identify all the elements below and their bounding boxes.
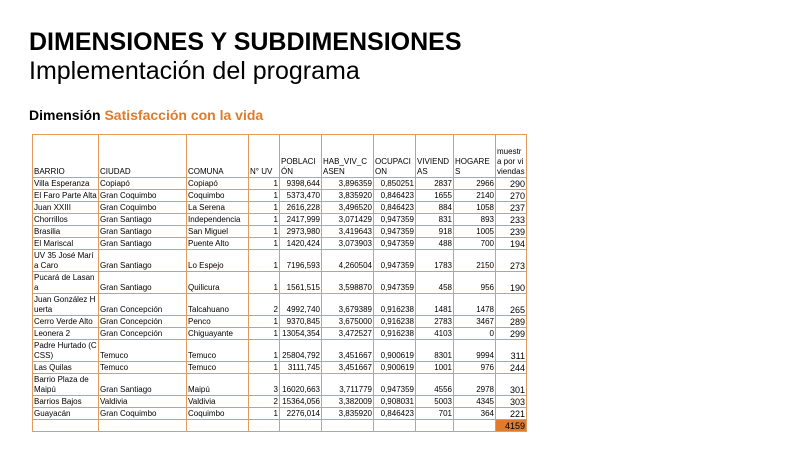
table-cell: 1001 (416, 362, 454, 374)
table-cell: 2140 (454, 190, 496, 202)
table-cell: 303 (496, 396, 527, 408)
header-ocupacion: OCUPACION (374, 135, 416, 178)
table-cell: 8301 (416, 340, 454, 362)
table-cell: 458 (416, 272, 454, 294)
table-cell: Gran Santiago (99, 272, 187, 294)
table-cell: 3111,745 (280, 362, 322, 374)
table-cell: 3467 (454, 316, 496, 328)
table-cell: 3,073903 (322, 238, 374, 250)
table-cell: 0,900619 (374, 340, 416, 362)
table-cell: 4556 (416, 374, 454, 396)
table-cell: 2973,980 (280, 226, 322, 238)
table-cell: 4992,740 (280, 294, 322, 316)
table-cell: Gran Santiago (99, 238, 187, 250)
table-cell: 3,472527 (322, 328, 374, 340)
table-cell: 3 (249, 374, 280, 396)
table-cell: 301 (496, 374, 527, 396)
table-cell: Temuco (99, 340, 187, 362)
table-cell: 273 (496, 250, 527, 272)
table-row (33, 396, 527, 408)
table-cell: 0,947359 (374, 214, 416, 226)
table-cell: Gran Santiago (99, 214, 187, 226)
table-cell: El Faro Parte Alta (34, 191, 97, 200)
table-row (33, 362, 527, 374)
table-cell: 5003 (416, 396, 454, 408)
table-cell: Juan González Huerta (33, 294, 99, 316)
table-cell: Villa Esperanza (33, 178, 99, 190)
table-cell: 2616,228 (280, 202, 322, 214)
table-cell: Las Quilas (33, 362, 99, 374)
table-cell: 5373,470 (280, 190, 322, 202)
table-cell: 233 (496, 214, 527, 226)
table-cell: 2276,014 (280, 408, 322, 420)
table-cell: Maipú (187, 374, 249, 396)
table-cell: Puente Alto (187, 238, 249, 250)
table-cell: 9994 (454, 340, 496, 362)
table-cell: 3,496520 (322, 202, 374, 214)
table-row (33, 272, 527, 294)
table-cell: 13054,354 (280, 328, 322, 340)
table-row (33, 316, 527, 328)
table-cell: Brasilia (33, 226, 99, 238)
table-cell: 0,947359 (374, 238, 416, 250)
table-cell: 1 (249, 340, 280, 362)
table-cell: 4103 (416, 328, 454, 340)
table-cell: Gran Coquimbo (99, 190, 187, 202)
table-cell: 956 (454, 272, 496, 294)
table-cell: 221 (496, 408, 527, 420)
table-cell: 3,679389 (322, 294, 374, 316)
table-cell: 488 (416, 238, 454, 250)
table-cell: La Serena (187, 202, 249, 214)
table-cell: Cerro Verde Alto (33, 316, 99, 328)
table-cell: 1 (249, 226, 280, 238)
table-cell: 976 (454, 362, 496, 374)
table-cell: 0,947359 (374, 250, 416, 272)
table-cell: 194 (496, 238, 527, 250)
table-row (33, 374, 527, 396)
table-cell: Temuco (99, 362, 187, 374)
table-cell: Gran Santiago (99, 226, 187, 238)
table-cell: 3,835920 (322, 190, 374, 202)
table-cell: 290 (496, 178, 527, 190)
table-cell: 0,947359 (374, 226, 416, 238)
table-cell: 0,947359 (374, 272, 416, 294)
table-cell: Temuco (187, 340, 249, 362)
dimension-label: Dimensión (29, 107, 101, 123)
table-cell: 2966 (454, 178, 496, 190)
header-poblacion: POBLACIÓN (280, 135, 322, 178)
table-cell: Gran Concepción (99, 328, 187, 340)
table-cell: Lo Espejo (187, 250, 249, 272)
header-viviendas: VIVIENDAS (416, 135, 454, 178)
table-cell-empty (416, 420, 454, 432)
table-cell: Copiapó (99, 178, 187, 190)
table-cell: 0,900619 (374, 362, 416, 374)
table-cell: Talcahuano (187, 294, 249, 316)
table-row (33, 226, 527, 238)
table-cell: Barrio Plaza de Maipú (33, 374, 99, 396)
header-barrio: BARRIO (33, 135, 99, 178)
table-header-row (33, 135, 527, 178)
table-cell: Chorrillos (33, 214, 99, 226)
table-cell: 2783 (416, 316, 454, 328)
table-cell: 1 (249, 408, 280, 420)
table-cell: 9370,845 (280, 316, 322, 328)
table-cell: Gran Coquimbo (99, 408, 187, 420)
header-hogares: HOGARES (454, 135, 496, 178)
table-cell: Barrios Bajos (33, 396, 99, 408)
table-cell: 2837 (416, 178, 454, 190)
table-cell: 1481 (416, 294, 454, 316)
table-cell: Leonera 2 (33, 328, 99, 340)
table-cell: 1420,424 (280, 238, 322, 250)
table-cell: 0,850251 (374, 178, 416, 190)
header-comuna: COMUNA (187, 135, 249, 178)
table-cell: Pucará de Lasana (33, 272, 99, 294)
table-cell: Gran Concepción (99, 316, 187, 328)
table-cell: 3,896359 (322, 178, 374, 190)
table-cell: 1 (249, 272, 280, 294)
table-cell: 15364,056 (280, 396, 322, 408)
table-cell: 244 (496, 362, 527, 374)
header-ciudad: CIUDAD (99, 135, 187, 178)
table-cell: 364 (454, 408, 496, 420)
table-cell: 918 (416, 226, 454, 238)
header-muestra: muestra por viviendas (496, 135, 527, 178)
table-row (33, 214, 527, 226)
table-cell: 0,846423 (374, 190, 416, 202)
table-cell: 1 (249, 214, 280, 226)
table-cell-empty (187, 420, 249, 432)
table-cell: 1 (249, 250, 280, 272)
table-cell: 884 (416, 202, 454, 214)
table-cell: 831 (416, 214, 454, 226)
table-cell: Valdivia (99, 396, 187, 408)
table-cell: 0,846423 (374, 202, 416, 214)
table-cell: 1 (249, 202, 280, 214)
table-cell: 2978 (454, 374, 496, 396)
table-cell: 270 (496, 190, 527, 202)
table-cell: Padre Hurtado (CCSS) (34, 341, 97, 360)
table-cell-empty (322, 420, 374, 432)
table-cell: Valdivia (187, 396, 249, 408)
table-cell: 1 (249, 362, 280, 374)
dimension-value: Satisfacción con la vida (104, 107, 264, 123)
header-uv: N° UV (249, 135, 280, 178)
table-cell: 3,711779 (322, 374, 374, 396)
table-cell: 2150 (454, 250, 496, 272)
table-cell: 3,419643 (322, 226, 374, 238)
table-cell: 237 (496, 202, 527, 214)
table-row (33, 294, 527, 316)
table-cell: 0,846423 (374, 408, 416, 420)
table-cell: 0,908031 (374, 396, 416, 408)
table-cell: 9398,644 (280, 178, 322, 190)
table-cell: 3,451667 (322, 340, 374, 362)
table-cell: 3,835920 (322, 408, 374, 420)
table-cell: 3,598870 (322, 272, 374, 294)
table-cell-empty (454, 420, 496, 432)
page-subtitle: Implementación del programa (29, 57, 360, 85)
table-cell: 4,260504 (322, 250, 374, 272)
table-cell: 1655 (416, 190, 454, 202)
table-cell: Independencia (187, 214, 249, 226)
table-cell: 289 (496, 316, 527, 328)
table-cell: 25804,792 (280, 340, 322, 362)
table-cell: Coquimbo (187, 408, 249, 420)
table-row (33, 190, 527, 202)
table-cell: Guayacán (33, 408, 99, 420)
table-cell: 1005 (454, 226, 496, 238)
table-cell: 190 (496, 272, 527, 294)
table-cell: Copiapó (187, 178, 249, 190)
page-title: DIMENSIONES Y SUBDIMENSIONES (29, 28, 462, 56)
table-cell: 7196,593 (280, 250, 322, 272)
table-row (33, 408, 527, 420)
table-row (33, 328, 527, 340)
table-cell: 1478 (454, 294, 496, 316)
table-row (33, 238, 527, 250)
table-cell: 1 (249, 190, 280, 202)
table-cell: Gran Santiago (99, 374, 187, 396)
table-cell: 16020,663 (280, 374, 322, 396)
table-cell-empty (280, 420, 322, 432)
table-cell-empty (33, 420, 99, 432)
table-cell: 1 (249, 316, 280, 328)
header-hab-viv: HAB_VIV_CASEN (322, 135, 374, 178)
table-cell: 701 (416, 408, 454, 420)
table-cell: 3,071429 (322, 214, 374, 226)
table-cell: 239 (496, 226, 527, 238)
table-cell: 299 (496, 328, 527, 340)
table-cell: El Mariscal (33, 238, 99, 250)
table-total-row (33, 420, 527, 432)
table-cell: Chiguayante (187, 328, 249, 340)
table-cell: 3,382009 (322, 396, 374, 408)
table-cell: 0 (454, 328, 496, 340)
table-row (33, 250, 527, 272)
table-cell: 0,947359 (374, 374, 416, 396)
table-cell: 1561,515 (280, 272, 322, 294)
dimension-heading (29, 106, 263, 124)
table-cell: 893 (454, 214, 496, 226)
table-cell-empty (249, 420, 280, 432)
table-cell-empty (99, 420, 187, 432)
total-sample: 4159 (496, 420, 527, 432)
table-cell: 1 (249, 178, 280, 190)
table-cell: UV 35 José María Caro (33, 250, 99, 272)
table-cell: 1 (249, 238, 280, 250)
table-cell: Temuco (187, 362, 249, 374)
table-cell: Gran Santiago (99, 250, 187, 272)
table-cell: 1783 (416, 250, 454, 272)
table-cell: 3,675000 (322, 316, 374, 328)
table-cell: 0,916238 (374, 316, 416, 328)
table-cell: San Miguel (187, 226, 249, 238)
table-cell: 2 (249, 294, 280, 316)
table-body (33, 178, 527, 432)
table-cell: 0,916238 (374, 328, 416, 340)
table-cell: Penco (187, 316, 249, 328)
table-cell: 4345 (454, 396, 496, 408)
table-cell: 2 (249, 396, 280, 408)
table-cell: Juan XXIII (33, 202, 99, 214)
table-cell: Gran Coquimbo (99, 202, 187, 214)
table-cell: 2417,999 (280, 214, 322, 226)
table-cell: Quilicura (187, 272, 249, 294)
table-row (33, 340, 527, 362)
table-cell: 1 (249, 328, 280, 340)
table-row (33, 202, 527, 214)
table-cell: 1058 (454, 202, 496, 214)
table-row (33, 178, 527, 190)
table-cell: 3,451667 (322, 362, 374, 374)
table-cell: Coquimbo (187, 190, 249, 202)
table-cell: 0,916238 (374, 294, 416, 316)
table-cell: 265 (496, 294, 527, 316)
table-cell: Gran Concepción (99, 294, 187, 316)
table-cell-empty (374, 420, 416, 432)
table-cell: 700 (454, 238, 496, 250)
table-cell: 311 (496, 340, 527, 362)
sample-table (32, 134, 527, 432)
